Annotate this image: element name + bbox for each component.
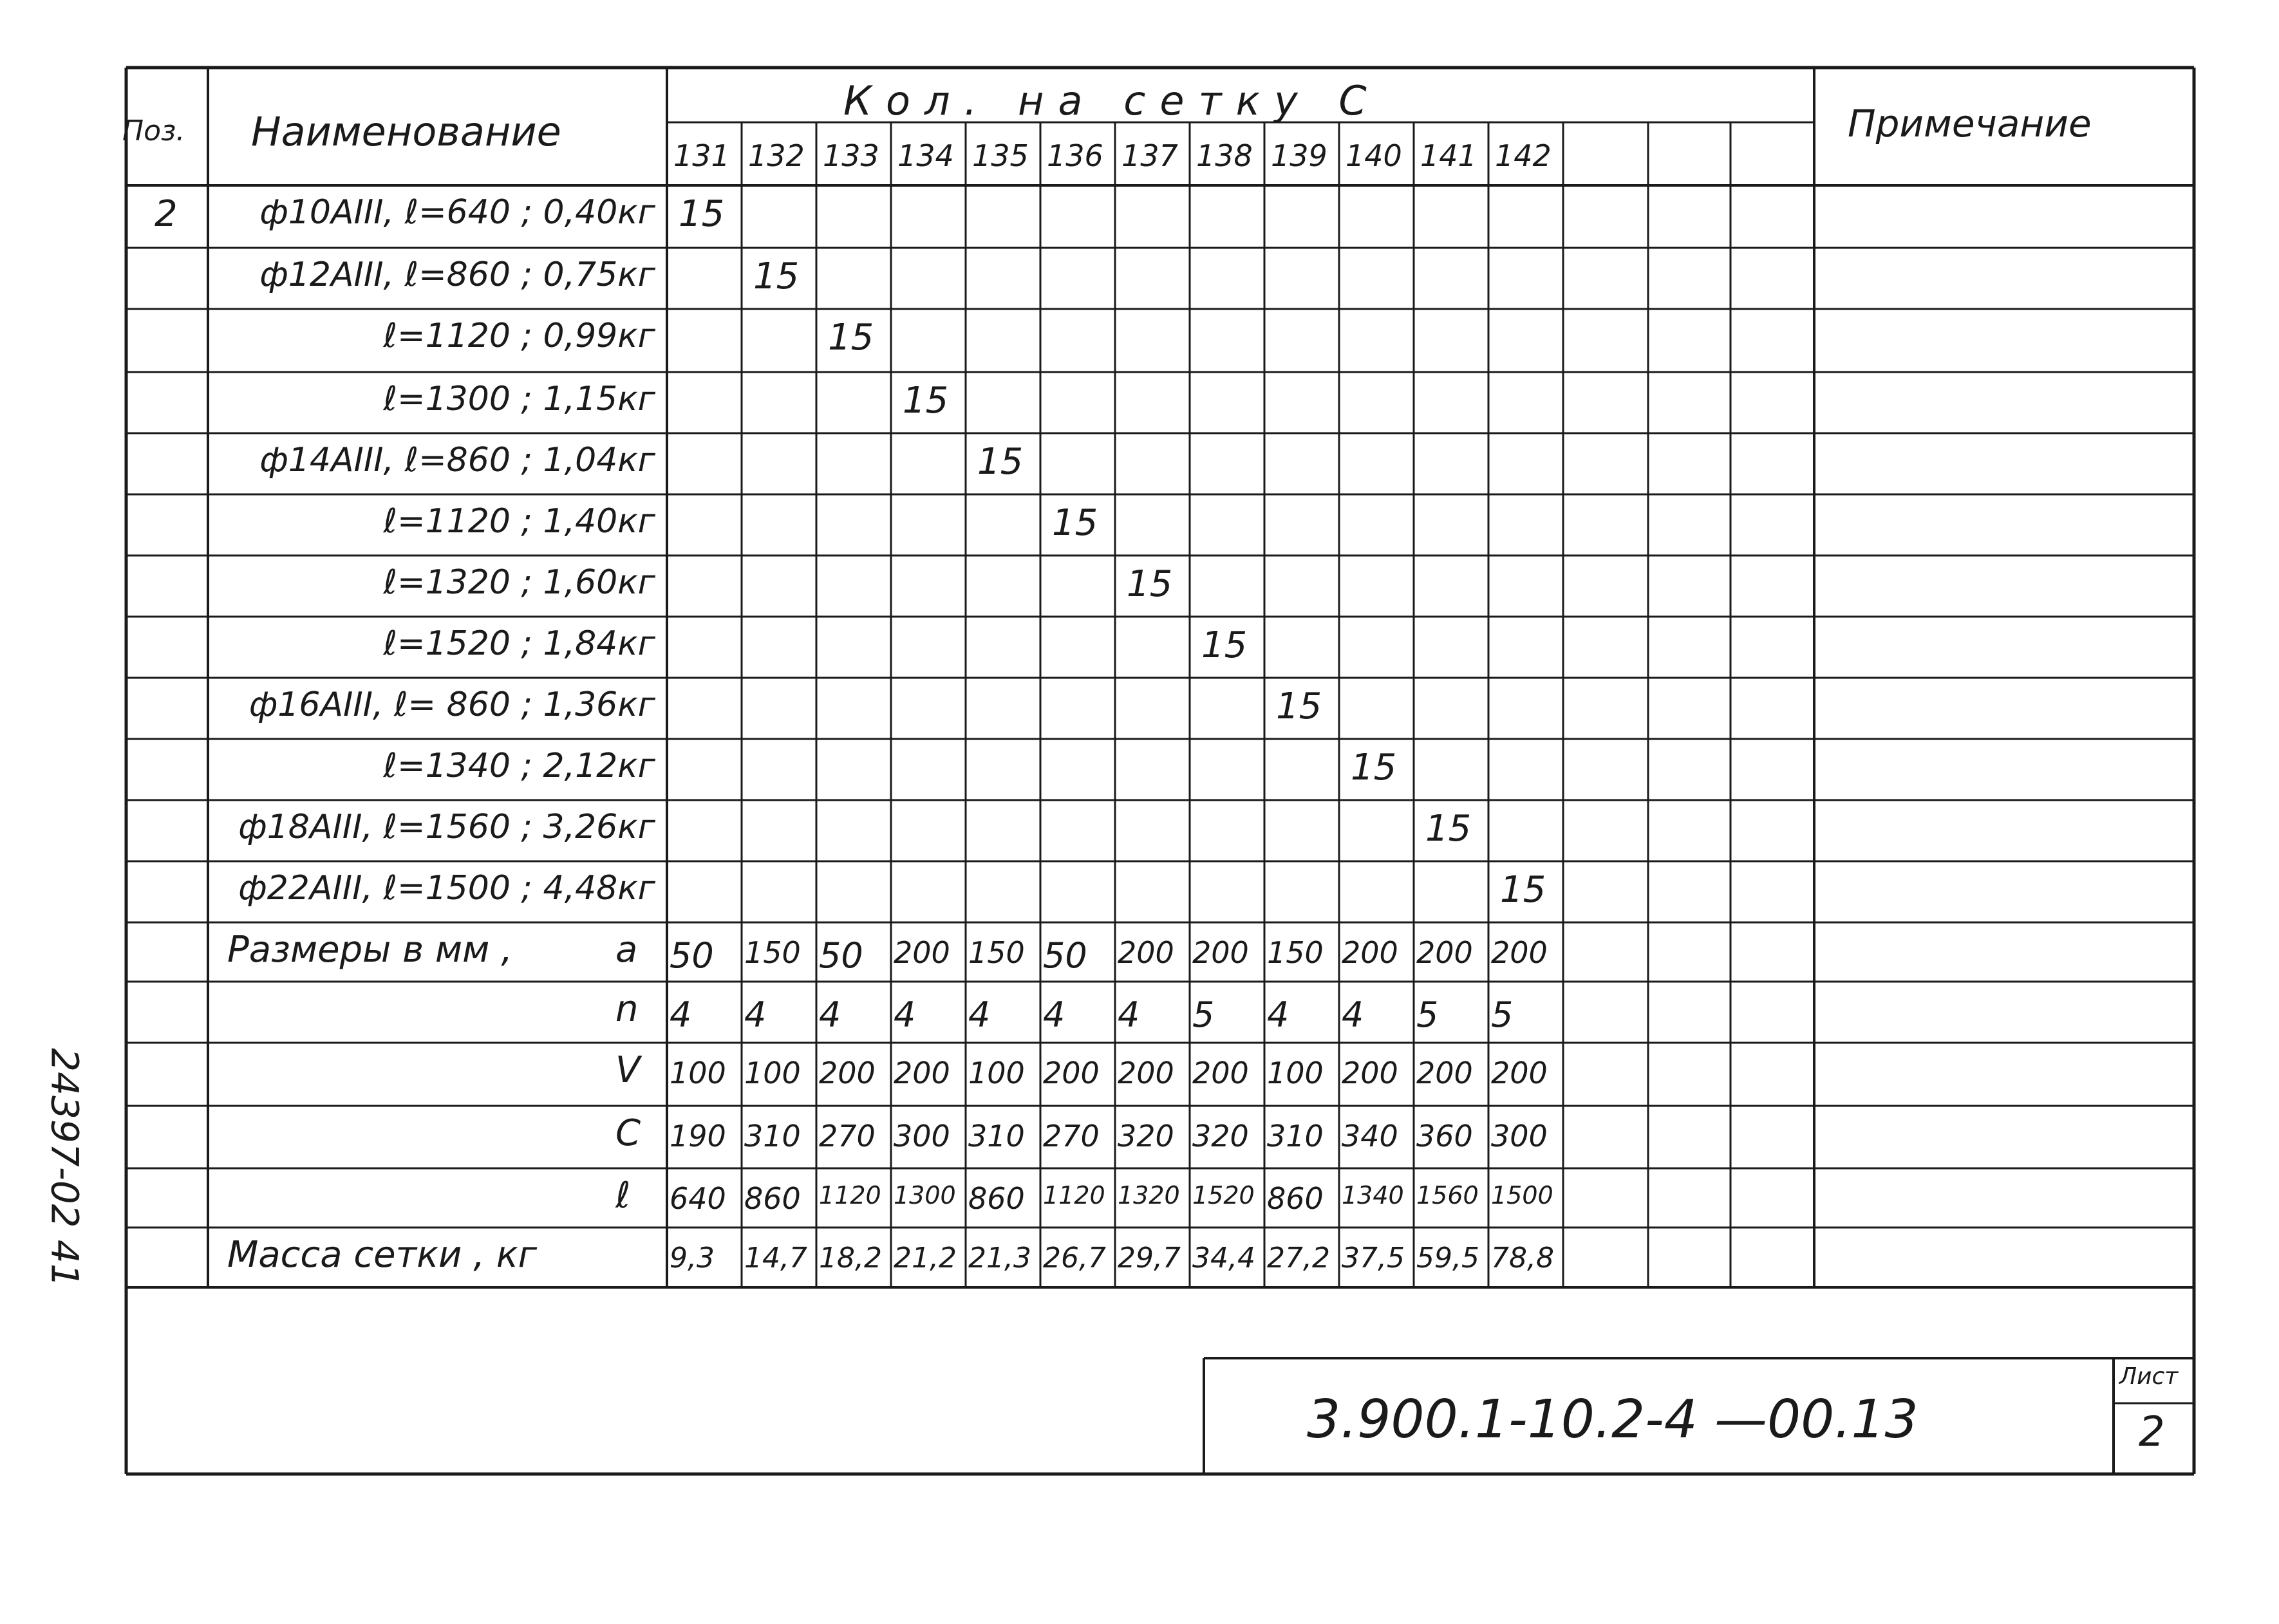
dimension-value: 50	[670, 935, 714, 976]
dimension-value: 50	[1043, 935, 1087, 976]
dimension-symbol: ℓ	[615, 1175, 631, 1217]
dimension-value: 4	[1118, 994, 1140, 1035]
dimension-value: 200	[1416, 1056, 1473, 1090]
dimension-value: 150	[968, 935, 1025, 970]
bar-name: ф12АIII, ℓ=860 ; 0,75кг	[259, 256, 655, 294]
header-pos-label: Поз.	[122, 115, 185, 147]
dimension-value: 4	[968, 994, 991, 1035]
header-note-label: Примечание	[1848, 102, 2092, 145]
bar-quantity: 15	[1127, 563, 1173, 605]
mass-value: 37,5	[1342, 1242, 1405, 1274]
dimension-value: 360	[1416, 1119, 1473, 1153]
mass-value: 78,8	[1491, 1242, 1554, 1274]
dimension-value: 860	[744, 1181, 801, 1216]
dimension-value: 100	[744, 1056, 801, 1090]
dimension-value: 200	[1192, 1056, 1249, 1090]
dimension-value: 200	[1043, 1056, 1100, 1090]
dimension-value: 1320	[1118, 1181, 1180, 1209]
bar-quantity: 15	[753, 256, 800, 297]
dimension-value: 150	[1267, 935, 1324, 970]
dimension-value: 320	[1118, 1119, 1174, 1153]
sheet-label: Лист	[2119, 1363, 2179, 1390]
bar-quantity: 15	[1500, 869, 1546, 911]
document-code: 3.900.1-10.2-4 —00.13	[1307, 1389, 1918, 1450]
column-header: 140	[1346, 138, 1402, 173]
dimension-value: 200	[1342, 1056, 1398, 1090]
dimension-value: 4	[1342, 994, 1364, 1035]
dimension-value: 200	[1192, 935, 1249, 970]
dimension-value: 310	[1267, 1119, 1324, 1153]
dimension-value: 100	[1267, 1056, 1324, 1090]
header-name-label: Наименование	[251, 108, 561, 155]
column-header: 139	[1271, 138, 1327, 173]
mass-value: 59,5	[1416, 1242, 1479, 1274]
bar-quantity: 15	[903, 380, 949, 422]
dimension-value: 270	[819, 1119, 876, 1153]
bar-quantity: 15	[828, 317, 874, 359]
bar-name: ф22АIII, ℓ=1500 ; 4,48кг	[238, 869, 655, 908]
bar-name: ℓ=1300 ; 1,15кг	[383, 380, 655, 418]
dimension-value: 640	[670, 1181, 726, 1216]
column-header: 133	[823, 138, 879, 173]
dimension-value: 4	[819, 994, 841, 1035]
dimension-symbol: a	[615, 929, 638, 971]
dimension-value: 1120	[819, 1181, 881, 1209]
column-header: 132	[748, 138, 805, 173]
position-number: 2	[155, 193, 178, 235]
dimension-value: 860	[968, 1181, 1025, 1216]
dimension-value: 5	[1416, 994, 1439, 1035]
dimension-value: 1340	[1342, 1181, 1404, 1209]
dimension-symbol: C	[615, 1112, 641, 1154]
dimension-value: 320	[1192, 1119, 1249, 1153]
dimension-value: 4	[894, 994, 916, 1035]
column-header: 135	[972, 138, 1029, 173]
dimension-value: 4	[1267, 994, 1290, 1035]
mass-value: 34,4	[1192, 1242, 1255, 1274]
mass-value: 27,2	[1267, 1242, 1330, 1274]
dimension-value: 270	[1043, 1119, 1100, 1153]
column-header: 138	[1196, 138, 1253, 173]
dimension-value: 860	[1267, 1181, 1324, 1216]
dimension-value: 5	[1491, 994, 1514, 1035]
dimension-value: 200	[1491, 1056, 1548, 1090]
dimension-value: 310	[744, 1119, 801, 1153]
bar-quantity: 15	[1201, 624, 1248, 666]
dimension-value: 1560	[1416, 1181, 1479, 1209]
mass-value: 29,7	[1118, 1242, 1181, 1274]
dimension-value: 200	[1416, 935, 1473, 970]
dimension-value: 100	[670, 1056, 726, 1090]
mass-value: 21,3	[968, 1242, 1031, 1274]
dimension-value: 1500	[1491, 1181, 1553, 1209]
bar-name: ℓ=1120 ; 0,99кг	[383, 317, 655, 355]
dimension-value: 200	[1118, 935, 1174, 970]
bar-quantity: 15	[1276, 686, 1322, 727]
dimensions-title: Размеры в мм ,	[227, 929, 513, 971]
dimension-value: 150	[744, 935, 801, 970]
dimension-value: 300	[894, 1119, 950, 1153]
dimension-value: 100	[968, 1056, 1025, 1090]
bar-name: ℓ=1120 ; 1,40кг	[383, 502, 655, 541]
column-header: 137	[1121, 138, 1178, 173]
bar-name: ф18АIII, ℓ=1560 ; 3,26кг	[238, 808, 655, 846]
header-qty-label: Кол. на сетку С	[843, 77, 1381, 124]
dimension-value: 200	[894, 1056, 950, 1090]
bar-quantity: 15	[1052, 502, 1098, 544]
dimension-value: 1300	[894, 1181, 956, 1209]
bar-name: ℓ=1320 ; 1,60кг	[383, 563, 655, 602]
bar-quantity: 15	[679, 193, 725, 235]
dimension-value: 4	[744, 994, 767, 1035]
dimension-value: 50	[819, 935, 863, 976]
mass-label: Масса сетки , кг	[227, 1234, 538, 1276]
bar-name: ℓ=1520 ; 1,84кг	[383, 624, 655, 663]
bar-name: ф16АIII, ℓ= 860 ; 1,36кг	[249, 686, 655, 724]
dimension-value: 200	[819, 1056, 876, 1090]
column-header: 142	[1495, 138, 1552, 173]
mass-value: 21,2	[894, 1242, 957, 1274]
dimension-symbol: V	[615, 1049, 641, 1091]
bar-name: ф10АIII, ℓ=640 ; 0,40кг	[259, 193, 655, 232]
bar-name: ℓ=1340 ; 2,12кг	[383, 747, 655, 785]
mass-value: 9,3	[670, 1242, 715, 1274]
dimension-value: 310	[968, 1119, 1025, 1153]
dimension-value: 1120	[1043, 1181, 1105, 1209]
dimension-value: 200	[1118, 1056, 1174, 1090]
dimension-value: 1520	[1192, 1181, 1255, 1209]
bar-quantity: 15	[1351, 747, 1397, 789]
mass-value: 14,7	[744, 1242, 807, 1274]
dimension-value: 340	[1342, 1119, 1398, 1153]
dimension-symbol: n	[615, 988, 639, 1030]
column-header: 134	[897, 138, 954, 173]
dimension-value: 200	[1491, 935, 1548, 970]
dimension-value: 200	[894, 935, 950, 970]
column-header: 141	[1420, 138, 1477, 173]
mass-value: 26,7	[1043, 1242, 1106, 1274]
mass-value: 18,2	[819, 1242, 882, 1274]
column-header: 131	[673, 138, 730, 173]
dimension-value: 5	[1192, 994, 1215, 1035]
dimension-value: 200	[1342, 935, 1398, 970]
sheet-number: 2	[2139, 1408, 2165, 1456]
margin-inventory-number: 24397-02 41	[42, 1048, 87, 1287]
dimension-value: 300	[1491, 1119, 1548, 1153]
dimension-value: 190	[670, 1119, 726, 1153]
dimension-value: 4	[1043, 994, 1065, 1035]
bar-name: ф14АIII, ℓ=860 ; 1,04кг	[259, 441, 655, 480]
bar-quantity: 15	[977, 441, 1024, 483]
column-header: 136	[1047, 138, 1103, 173]
bar-quantity: 15	[1425, 808, 1472, 850]
dimension-value: 4	[670, 994, 692, 1035]
